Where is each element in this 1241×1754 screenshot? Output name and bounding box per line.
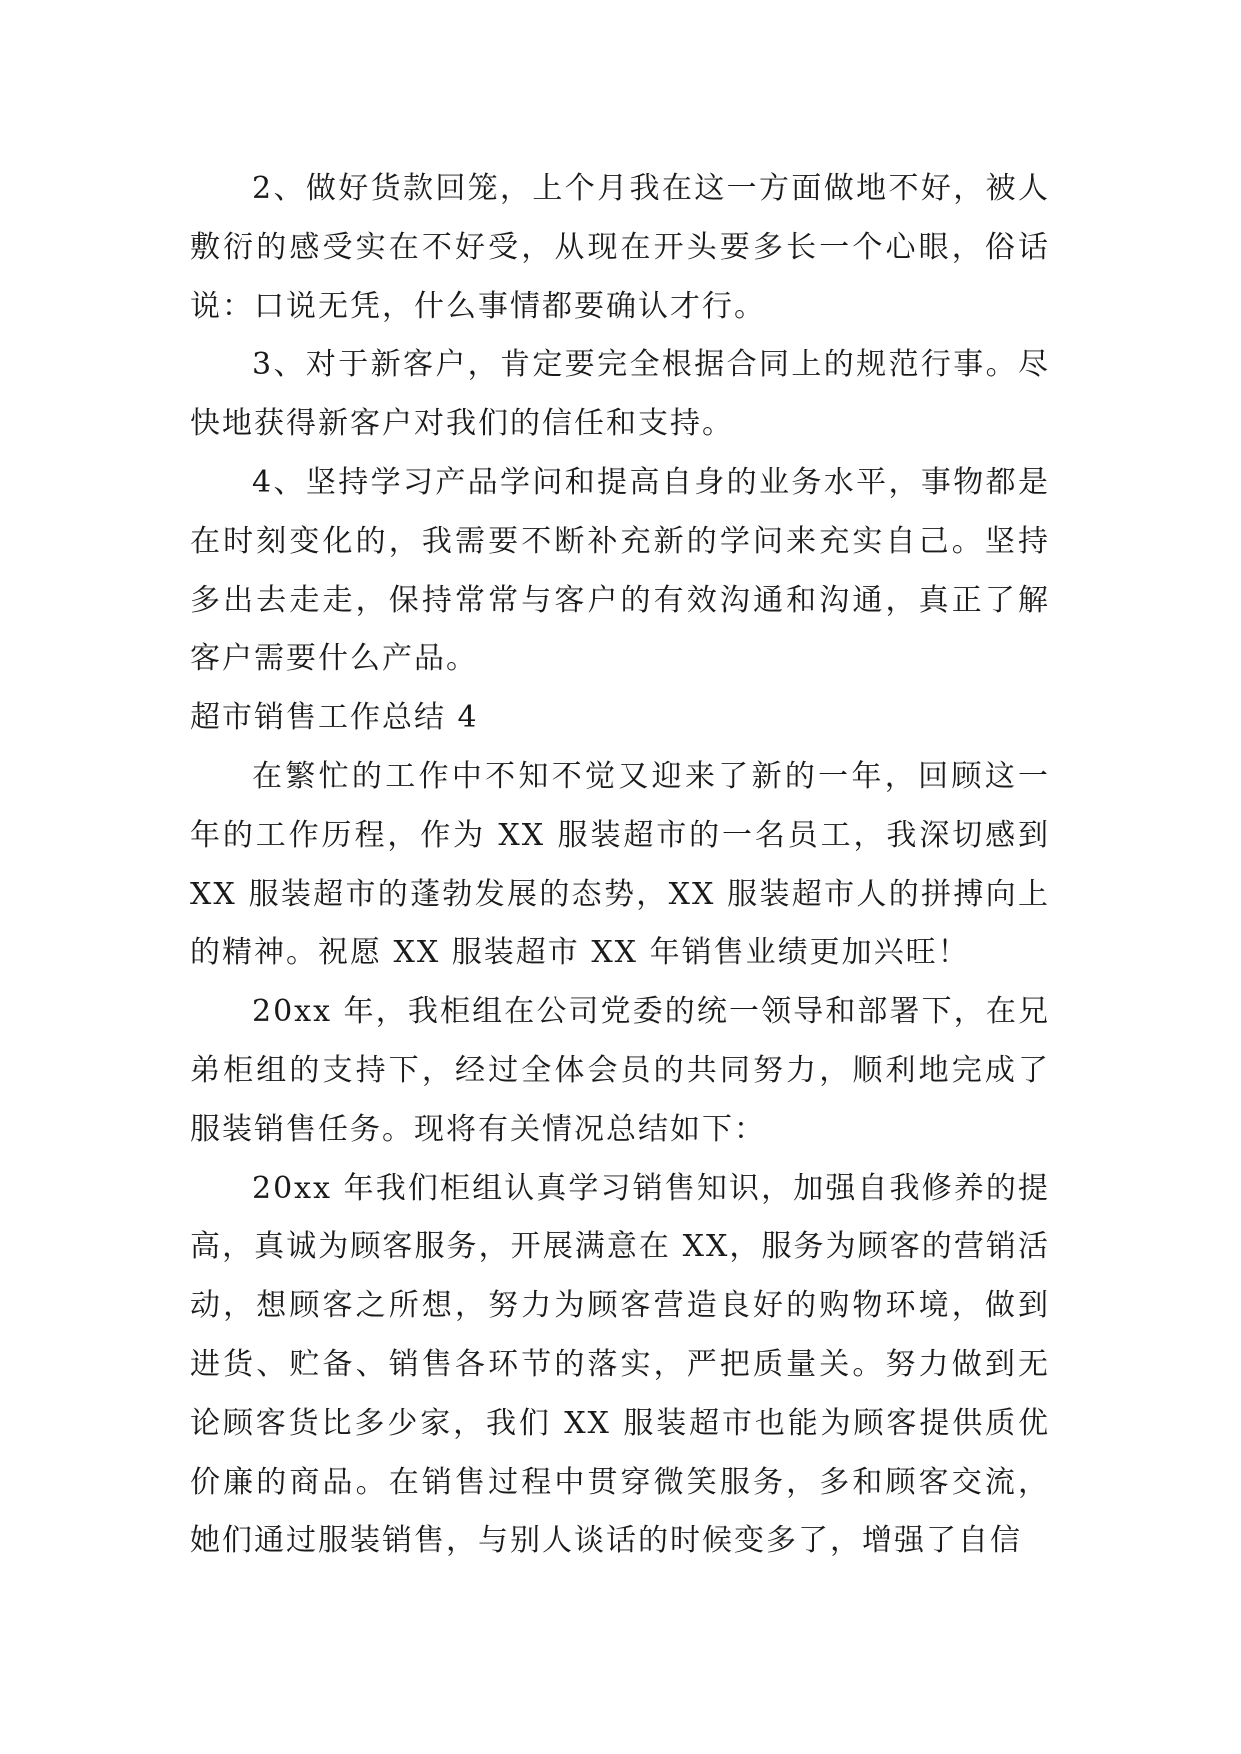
paragraph-item-4: 4、坚持学习产品学问和提高自身的业务水平，事物都是在时刻变化的，我需要不断补充新的学问来充实自己。坚持多出去走走，保持常常与客户的有效沟通和沟通，真正了解客户需要什么产品。: [190, 464, 1050, 677]
paragraph-details: 20xx 年我们柜组认真学习销售知识，加强自我修养的提高，真诚为顾客服务，开展满意在 XX，服务为顾客的营销活动，想顾客之所想，努力为顾客营造良好的购物环境，做到进货、贮备、销售各环节的落实，严把质量关。努力做到无论顾客货比多少家，我们 XX 服装超市也能为顾客提供质优价廉的商品。在销售过程中贯穿微笑服务，多和顾客交流，她们通过服装销售，与别人谈话的时候变多了，增强了自信: [190, 1170, 1050, 1559]
paragraph-item-3: 3、对于新客户，肯定要完全根据合同上的规范行事。尽快地获得新客户对我们的信任和支持。: [190, 347, 1050, 442]
document-body: [190, 160, 1050, 1571]
section-title: 超市销售工作总结 4: [190, 700, 479, 736]
paragraph-item-2: 2、做好货款回笼，上个月我在这一方面做地不好，被人敷衍的感受实在不好受，从现在开头要多长一个心眼，俗话说：口说无凭，什么事情都要确认才行。: [190, 171, 1050, 324]
paragraph-summary: 20xx 年，我柜组在公司党委的统一领导和部署下，在兄弟柜组的支持下，经过全体会员的共同努力，顺利地完成了服装销售任务。现将有关情况总结如下：: [190, 994, 1050, 1147]
paragraph-intro: 在繁忙的工作中不知不觉又迎来了新的一年，回顾这一年的工作历程，作为 XX 服装超市的一名员工，我深切感到 XX 服装超市的蓬勃发展的态势，XX 服装超市人的拼搏向上的精神。祝愿 XX 服装超市 XX 年销售业绩更加兴旺！: [190, 758, 1050, 971]
